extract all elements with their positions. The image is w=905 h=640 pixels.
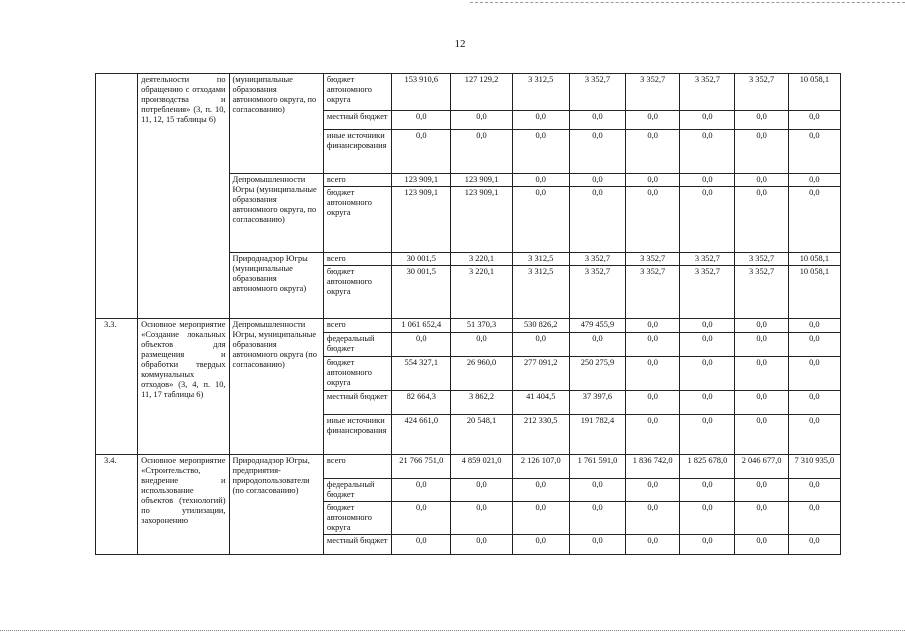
amount-cell: 0,0 (626, 479, 680, 502)
executor-name: Депромышленности Югры, муниципальные образования автономного округа (по согласованию) (229, 319, 323, 455)
amount-cell: 1 761 591,0 (569, 455, 625, 479)
executor-name: Природнадзор Югры (муниципальные образования автономного округа) (229, 253, 323, 319)
amount-cell: 0,0 (626, 333, 680, 357)
amount-cell: 3 220,1 (451, 253, 512, 266)
row-index: 3.3. (96, 319, 138, 455)
amount-cell: 0,0 (680, 479, 735, 502)
amount-cell: 0,0 (735, 479, 788, 502)
amount-cell: 21 766 751,0 (392, 455, 451, 479)
executor-name: (муниципальные образования автономного округа, по согласованию) (229, 74, 323, 174)
amount-cell: 3 352,7 (735, 266, 788, 319)
amount-cell: 37 397,6 (569, 391, 625, 415)
funding-source: бюджет автономного округа (323, 266, 391, 319)
funding-source: иные источники финансирования (323, 130, 391, 174)
amount-cell: 3 352,7 (680, 266, 735, 319)
amount-cell: 212 330,5 (512, 415, 569, 455)
amount-cell: 191 782,4 (569, 415, 625, 455)
amount-cell: 10 058,1 (788, 253, 840, 266)
amount-cell: 0,0 (451, 111, 512, 130)
amount-cell: 0,0 (512, 187, 569, 253)
amount-cell: 0,0 (788, 357, 840, 391)
measure-name: Основное мероприятие «Создание локальных объектов для размещения и обработки твердых коммунальных отходов» (3, 4, п. 10, 11, 17 таблицы 6) (138, 319, 229, 455)
amount-cell: 2 126 107,0 (512, 455, 569, 479)
amount-cell: 0,0 (788, 187, 840, 253)
amount-cell: 0,0 (788, 535, 840, 555)
amount-cell: 0,0 (680, 319, 735, 333)
measure-name: деятельности по обращению с отходами производства и потребления» (3, п. 10, 11, 12, 15 таблицы 6) (138, 74, 229, 319)
amount-cell: 0,0 (680, 111, 735, 130)
amount-cell: 123 909,1 (451, 174, 512, 187)
amount-cell: 479 455,9 (569, 319, 625, 333)
amount-cell: 20 548,1 (451, 415, 512, 455)
amount-cell: 0,0 (626, 111, 680, 130)
amount-cell: 3 352,7 (735, 74, 788, 111)
amount-cell: 250 275,9 (569, 357, 625, 391)
amount-cell: 10 058,1 (788, 266, 840, 319)
amount-cell: 0,0 (788, 333, 840, 357)
amount-cell: 1 825 678,0 (680, 455, 735, 479)
funding-source: иные источники финансирования (323, 415, 391, 455)
amount-cell: 0,0 (392, 111, 451, 130)
amount-cell: 51 370,3 (451, 319, 512, 333)
amount-cell: 0,0 (735, 111, 788, 130)
amount-cell: 0,0 (626, 319, 680, 333)
amount-cell: 0,0 (626, 174, 680, 187)
amount-cell: 0,0 (680, 174, 735, 187)
amount-cell: 0,0 (569, 174, 625, 187)
amount-cell: 0,0 (680, 357, 735, 391)
amount-cell: 0,0 (512, 130, 569, 174)
amount-cell: 0,0 (512, 502, 569, 535)
amount-cell: 3 312,5 (512, 253, 569, 266)
amount-cell: 0,0 (788, 319, 840, 333)
amount-cell: 0,0 (392, 130, 451, 174)
funding-source: бюджет автономного округа (323, 74, 391, 111)
row-index: 3.4. (96, 455, 138, 555)
scan-artifact-top (470, 2, 905, 3)
funding-source: всего (323, 253, 391, 266)
amount-cell: 554 327,1 (392, 357, 451, 391)
funding-source: бюджет автономного округа (323, 187, 391, 253)
amount-cell: 0,0 (392, 479, 451, 502)
amount-cell: 2 046 677,0 (735, 455, 788, 479)
amount-cell: 0,0 (788, 130, 840, 174)
amount-cell: 0,0 (569, 535, 625, 555)
amount-cell: 0,0 (626, 187, 680, 253)
amount-cell: 127 129,2 (451, 74, 512, 111)
amount-cell: 0,0 (735, 319, 788, 333)
executor-name: Депромышленности Югры (муниципальные образования автономного округа, по согласованию) (229, 174, 323, 253)
amount-cell: 0,0 (451, 333, 512, 357)
funding-source: всего (323, 455, 391, 479)
amount-cell: 0,0 (735, 357, 788, 391)
amount-cell: 3 352,7 (569, 253, 625, 266)
amount-cell: 3 352,7 (569, 266, 625, 319)
amount-cell: 0,0 (569, 130, 625, 174)
amount-cell: 0,0 (626, 535, 680, 555)
table-row (96, 319, 841, 333)
amount-cell: 123 909,1 (451, 187, 512, 253)
scan-artifact-bottom (0, 630, 905, 631)
amount-cell: 0,0 (569, 333, 625, 357)
funding-source: бюджет автономного округа (323, 502, 391, 535)
amount-cell: 0,0 (680, 391, 735, 415)
amount-cell: 0,0 (735, 174, 788, 187)
amount-cell: 0,0 (735, 391, 788, 415)
amount-cell: 7 310 935,0 (788, 455, 840, 479)
amount-cell: 10 058,1 (788, 74, 840, 111)
amount-cell: 424 661,0 (392, 415, 451, 455)
amount-cell: 1 836 742,0 (626, 455, 680, 479)
amount-cell: 30 001,5 (392, 253, 451, 266)
amount-cell: 0,0 (626, 391, 680, 415)
amount-cell: 0,0 (735, 187, 788, 253)
funding-source: всего (323, 174, 391, 187)
amount-cell: 0,0 (512, 174, 569, 187)
amount-cell: 123 909,1 (392, 174, 451, 187)
amount-cell: 0,0 (392, 333, 451, 357)
amount-cell: 0,0 (788, 415, 840, 455)
amount-cell: 530 826,2 (512, 319, 569, 333)
amount-cell: 0,0 (735, 535, 788, 555)
amount-cell: 0,0 (735, 333, 788, 357)
amount-cell: 0,0 (569, 111, 625, 130)
amount-cell: 3 352,7 (680, 253, 735, 266)
amount-cell: 3 352,7 (626, 253, 680, 266)
amount-cell: 0,0 (788, 111, 840, 130)
amount-cell: 0,0 (680, 415, 735, 455)
table-row (96, 455, 841, 479)
measure-name: Основное мероприятие «Строительство, внедрение и использование объектов (технологий) по утилизации, захоронению (138, 455, 229, 555)
amount-cell: 30 001,5 (392, 266, 451, 319)
amount-cell: 0,0 (512, 111, 569, 130)
amount-cell: 1 061 652,4 (392, 319, 451, 333)
amount-cell: 123 909,1 (392, 187, 451, 253)
amount-cell: 0,0 (626, 130, 680, 174)
amount-cell: 0,0 (735, 130, 788, 174)
amount-cell: 0,0 (788, 479, 840, 502)
amount-cell: 3 312,5 (512, 266, 569, 319)
amount-cell: 3 352,7 (569, 74, 625, 111)
amount-cell: 0,0 (788, 174, 840, 187)
executor-name: Природнадзор Югры, предприятия-природопользователи (по согласованию) (229, 455, 323, 555)
amount-cell: 153 910,6 (392, 74, 451, 111)
amount-cell: 0,0 (735, 502, 788, 535)
funding-source: бюджет автономного округа (323, 357, 391, 391)
amount-cell: 0,0 (569, 187, 625, 253)
table-row (96, 74, 841, 111)
amount-cell: 3 862,2 (451, 391, 512, 415)
amount-cell: 0,0 (392, 535, 451, 555)
funding-source: местный бюджет (323, 535, 391, 555)
amount-cell: 0,0 (680, 333, 735, 357)
amount-cell: 0,0 (626, 502, 680, 535)
amount-cell: 0,0 (735, 415, 788, 455)
amount-cell: 277 091,2 (512, 357, 569, 391)
funding-source: федеральный бюджет (323, 333, 391, 357)
amount-cell: 0,0 (680, 130, 735, 174)
amount-cell: 0,0 (788, 502, 840, 535)
amount-cell: 41 404,5 (512, 391, 569, 415)
amount-cell: 3 352,7 (626, 74, 680, 111)
amount-cell: 0,0 (512, 479, 569, 502)
amount-cell: 0,0 (680, 535, 735, 555)
amount-cell: 0,0 (680, 187, 735, 253)
amount-cell: 0,0 (392, 502, 451, 535)
amount-cell: 0,0 (512, 535, 569, 555)
amount-cell: 0,0 (626, 415, 680, 455)
amount-cell: 0,0 (512, 333, 569, 357)
row-index (96, 74, 138, 319)
amount-cell: 26 960,0 (451, 357, 512, 391)
amount-cell: 0,0 (788, 391, 840, 415)
page-number: 12 (454, 38, 466, 50)
amount-cell: 0,0 (451, 502, 512, 535)
funding-source: федеральный бюджет (323, 479, 391, 502)
amount-cell: 0,0 (451, 130, 512, 174)
funding-source: всего (323, 319, 391, 333)
amount-cell: 0,0 (626, 357, 680, 391)
amount-cell: 0,0 (569, 502, 625, 535)
amount-cell: 0,0 (680, 502, 735, 535)
amount-cell: 3 352,7 (626, 266, 680, 319)
funding-table (95, 73, 841, 555)
funding-source: местный бюджет (323, 111, 391, 130)
amount-cell: 3 312,5 (512, 74, 569, 111)
amount-cell: 82 664,3 (392, 391, 451, 415)
amount-cell: 0,0 (451, 479, 512, 502)
amount-cell: 3 352,7 (680, 74, 735, 111)
funding-source: местный бюджет (323, 391, 391, 415)
amount-cell: 0,0 (451, 535, 512, 555)
amount-cell: 4 859 021,0 (451, 455, 512, 479)
amount-cell: 3 220,1 (451, 266, 512, 319)
amount-cell: 0,0 (569, 479, 625, 502)
amount-cell: 3 352,7 (735, 253, 788, 266)
